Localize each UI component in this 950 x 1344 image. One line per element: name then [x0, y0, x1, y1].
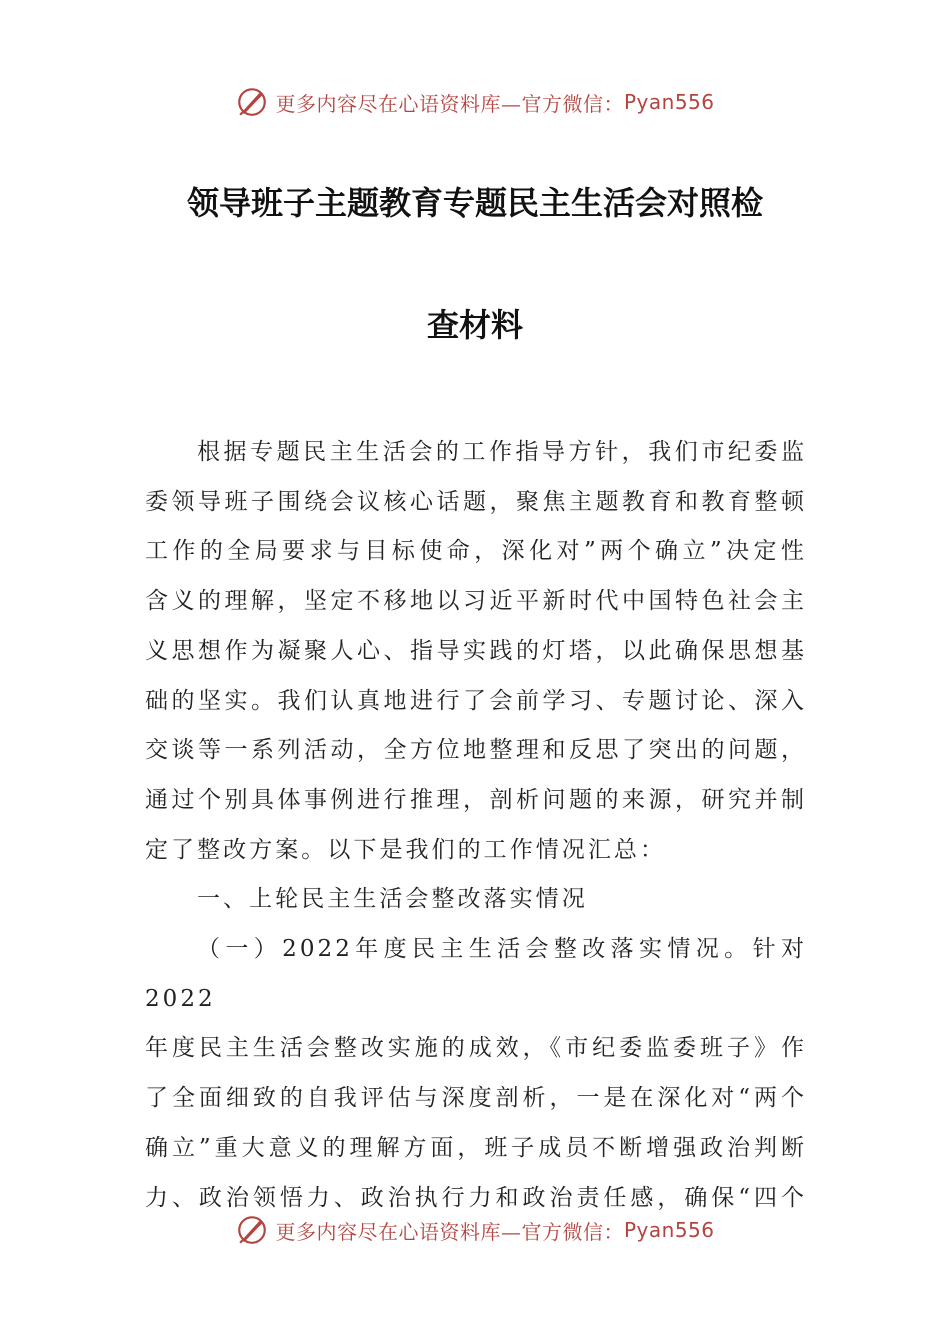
document-body	[145, 428, 807, 1223]
document-title-line-2: 查材料	[426, 306, 523, 344]
body-line: 委领导班子围绕会议核心话题，聚焦主题教育和教育整顿	[145, 488, 807, 515]
body-line: 交谈等一系列活动，全方位地整理和反思了突出的问题，	[145, 737, 807, 764]
footer-watermark	[0, 1210, 950, 1250]
body-line: 义思想作为凝聚人心、指导实践的灯塔，以此确保思想基	[145, 637, 807, 664]
body-line: 根据专题民主生活会的工作指导方针，我们市纪委监	[197, 439, 807, 465]
body-line: 础的坚实。我们认真地进行了会前学习、专题讨论、深入	[145, 687, 807, 714]
section-heading: 一、上轮民主生活会整改落实情况	[197, 886, 588, 913]
body-line: （一）2022年度民主生活会整改落实情况。针对2022	[145, 936, 807, 1012]
document-title-line-1: 领导班子主题教育专题民主生活会对照检	[186, 184, 763, 222]
header-watermark	[0, 82, 950, 122]
body-line: 了全面细致的自我评估与深度剖析，一是在深化对“两个	[145, 1085, 807, 1112]
watermark-text: 更多内容尽在心语资料库—官方微信：	[275, 91, 624, 116]
body-line: 通过个别具体事例进行推理，剖析问题的来源，研究并制	[145, 786, 807, 813]
quill-pen-logo-icon	[235, 85, 269, 119]
watermark-wechat-id: Pyan556	[623, 90, 715, 114]
body-line: 确立”重大意义的理解方面，班子成员不断增强政治判断	[145, 1134, 807, 1161]
body-line: 工作的全局要求与目标使命，深化对”两个确立”决定性	[145, 538, 807, 565]
body-line: 含义的理解，坚定不移地以习近平新时代中国特色社会主	[145, 588, 807, 615]
body-line: 力、政治领悟力、政治执行力和政治责任感，确保“四个	[145, 1184, 807, 1211]
body-line: 定了整改方案。以下是我们的工作情况汇总：	[145, 836, 666, 863]
quill-pen-logo-icon	[235, 1213, 269, 1247]
watermark-wechat-id: Pyan556	[623, 1218, 715, 1242]
body-line: 年度民主生活会整改实施的成效，《市纪委监委班子》作	[145, 1035, 807, 1062]
watermark-text: 更多内容尽在心语资料库—官方微信：	[275, 1219, 624, 1244]
